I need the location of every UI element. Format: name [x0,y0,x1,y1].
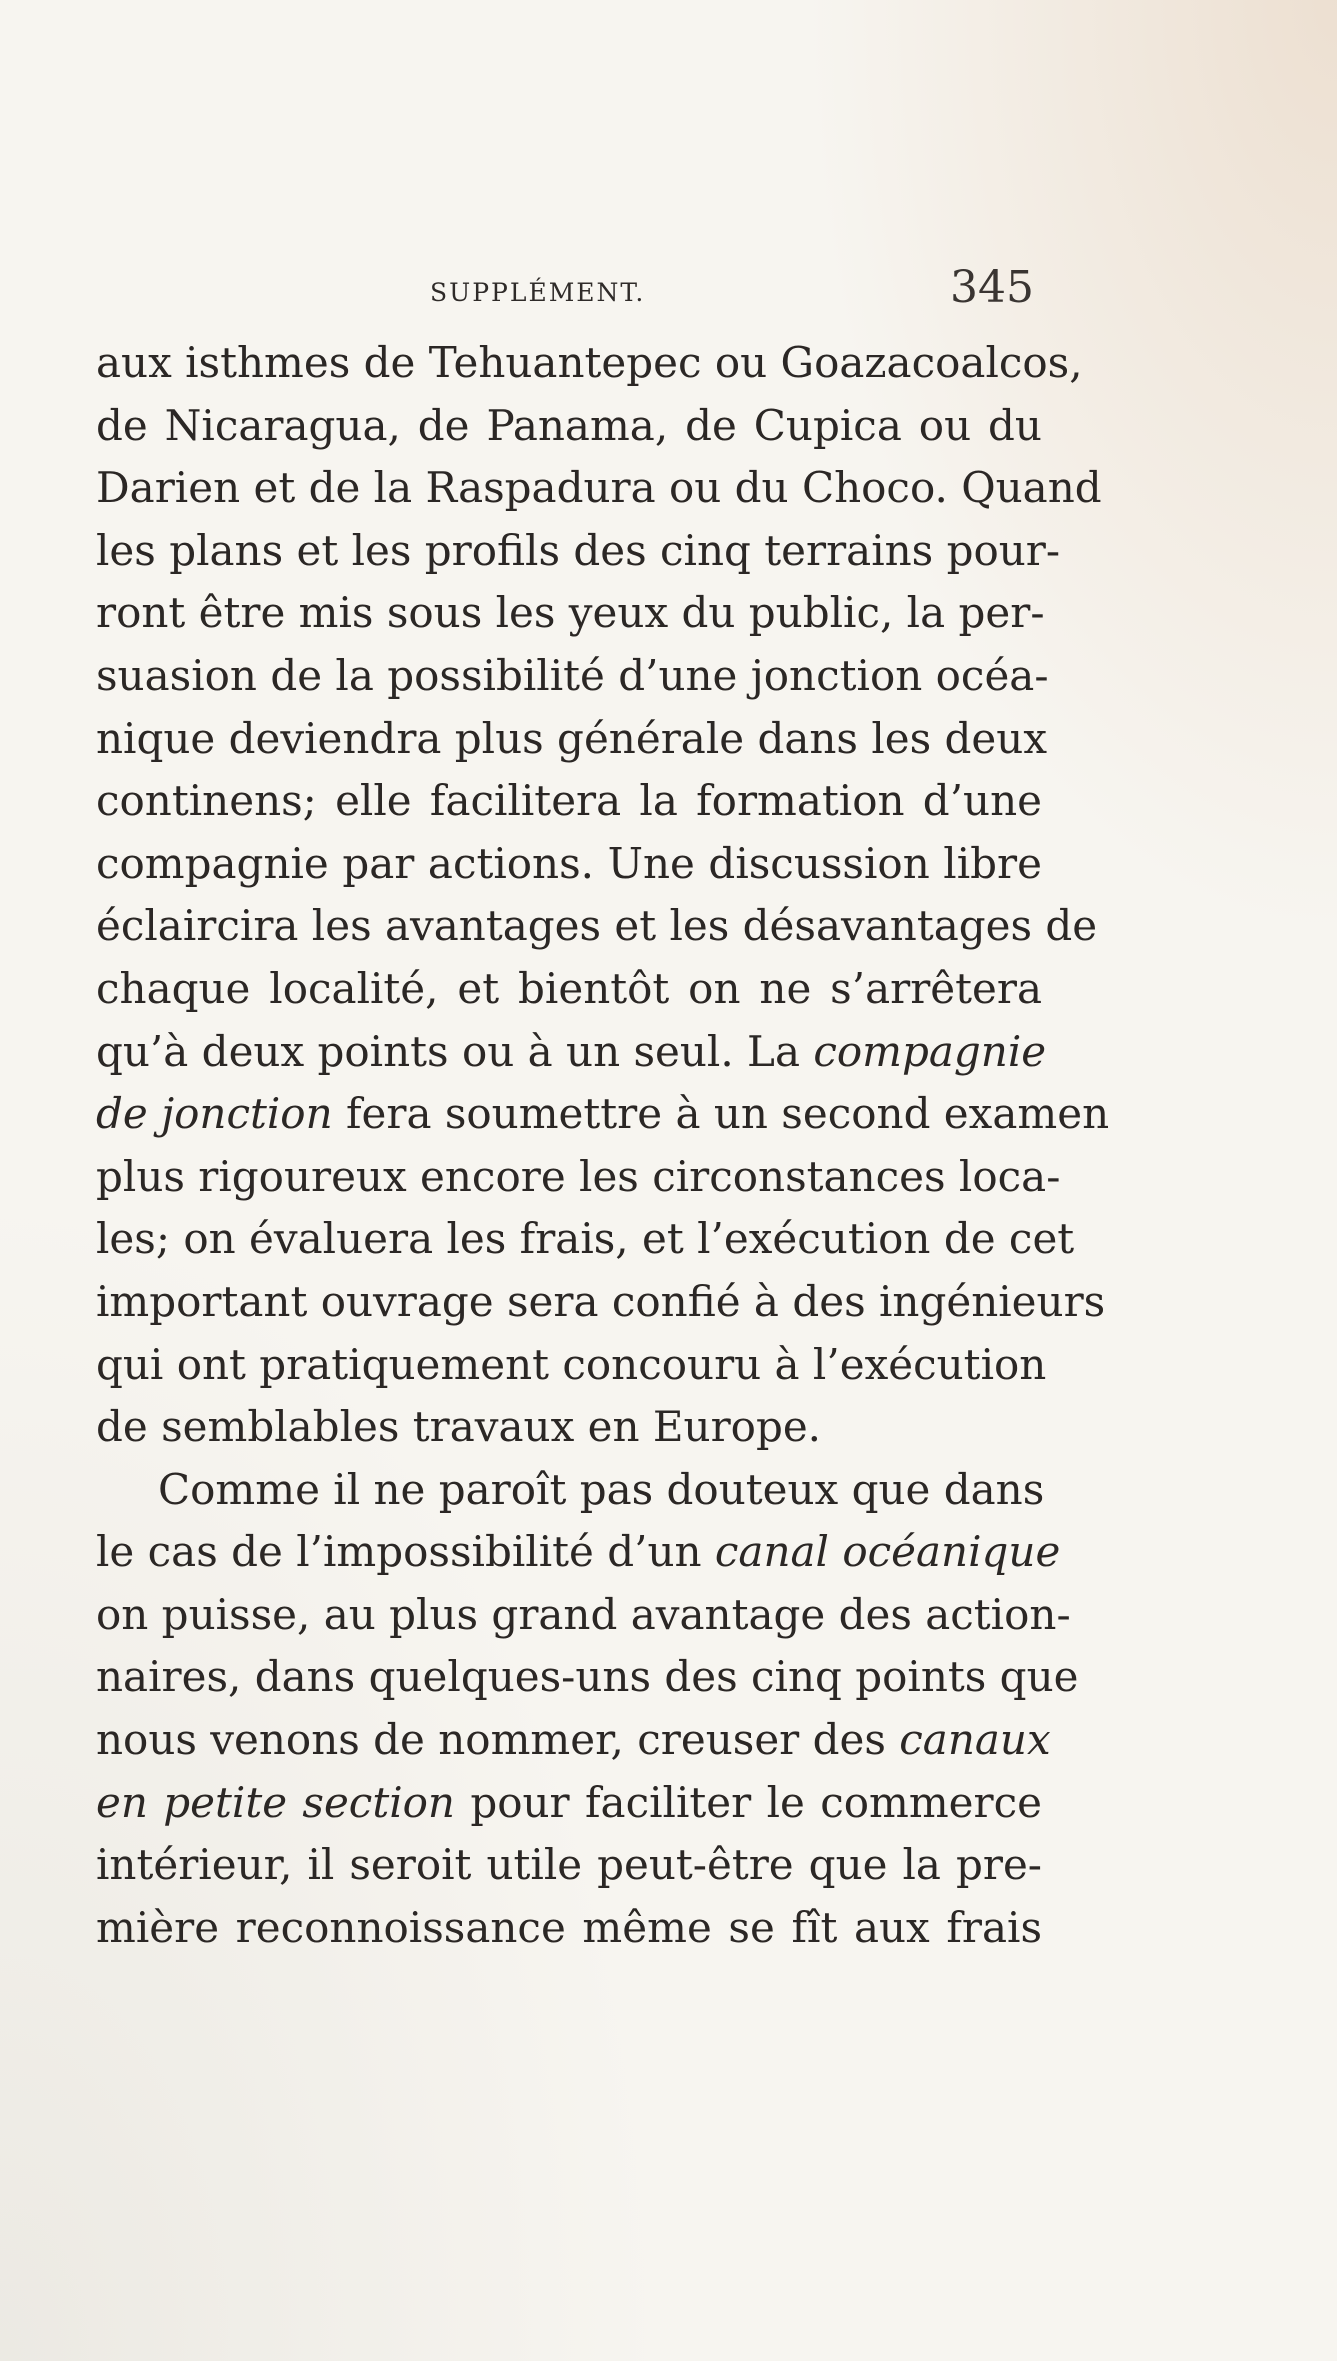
text-line: qui ont pratiquement concouru à l’exécution [96,1339,1047,1389]
text-line: chaque localité, et bientôt on ne s’arrêtera [96,963,1042,1013]
text-line: les plans et les profils des cinq terrains pour- [96,525,1061,575]
text-line: naires, dans quelques-uns des cinq points que [96,1652,1079,1702]
text-line: Darien et de la Raspadura ou du Choco. Quand [96,463,1102,513]
text-line: nous venons de nommer, creuser des canaux [96,1715,1051,1765]
page-header [430,262,1042,322]
running-head: SUPPLÉMENT. [430,278,646,307]
italic-term: canaux [899,1715,1051,1765]
italic-term: compagnie [813,1026,1047,1076]
text-line: nique deviendra plus générale dans les deux [96,713,1048,763]
text-line: on puisse, au plus grand avantage des action- [96,1589,1071,1639]
italic-term: canal océanique [714,1527,1061,1577]
text-line: plus rigoureux encore les circonstances loca- [96,1151,1061,1201]
text-line: ront être mis sous les yeux du public, la per- [96,588,1045,638]
text-line: éclaircira les avantages et les désavantages de [96,901,1098,951]
italic-term: de jonction [96,1089,333,1139]
text-line: les; on évaluera les frais, et l’exécution de cet [96,1214,1075,1264]
body-text [96,332,1110,1959]
text-line: suasion de la possibilité d’une jonction océa- [96,650,1049,700]
text-line: de Nicaragua, de Panama, de Cupica ou du [96,400,1042,450]
italic-term: en petite section [96,1777,455,1827]
text-line: continens; elle facilitera la formation d’une [96,776,1042,826]
text-line: mière reconnoissance même se fît aux frais [96,1902,1042,1952]
text-line: le cas de l’impossibilité d’un canal océanique [96,1527,1061,1577]
paragraph-end-line: de semblables travaux en Europe. [96,1402,822,1452]
text-line: qu’à deux points ou à un seul. La compagnie [96,1026,1047,1076]
text-line: compagnie par actions. Une discussion libre [96,838,1042,888]
text-line: important ouvrage sera confié à des ingénieurs [96,1276,1106,1326]
text-line: aux isthmes de Tehuantepec ou Goazacoalcos, [96,338,1083,387]
paragraph-start-line: Comme il ne paroît pas douteux que dans [158,1464,1045,1514]
text-line: de jonction fera soumettre à un second examen [96,1089,1110,1139]
page-number: 345 [950,262,1034,313]
text-line: intérieur, il seroit utile peut-être que la pre- [96,1840,1042,1890]
text-line: en petite section pour faciliter le commerce [96,1777,1042,1827]
